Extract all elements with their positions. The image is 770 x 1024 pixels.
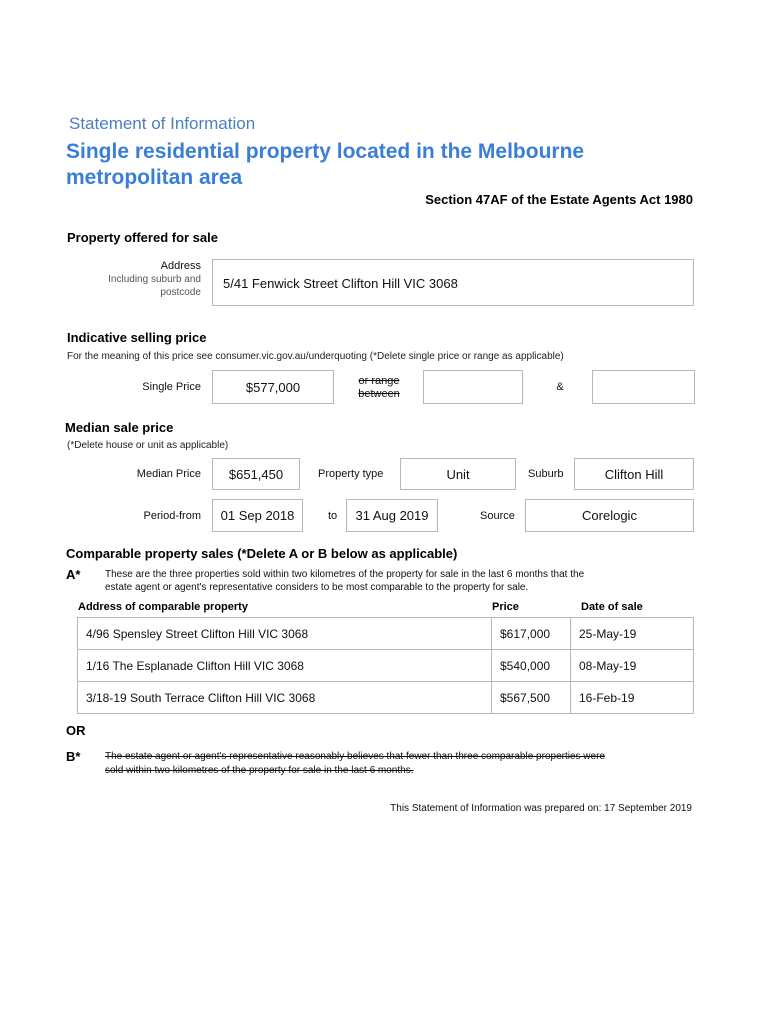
property-type-field[interactable]	[400, 458, 516, 490]
address-field[interactable]	[212, 259, 694, 306]
median-price-label: Median Price	[136, 468, 201, 480]
suburb-field[interactable]	[574, 458, 694, 490]
source-value: Corelogic	[582, 508, 637, 523]
indicative-section-title: Indicative selling price	[67, 330, 207, 345]
document-title-line1: Single residential property located in the Melbourne	[66, 140, 585, 163]
period-from-label: Period-from	[143, 510, 201, 522]
or-separator: OR	[66, 723, 86, 738]
address-hint-line1: Including suburb and	[108, 274, 201, 285]
table-row	[78, 650, 694, 682]
comparable-address-cell[interactable]: 4/96 Spensley Street Clifton Hill VIC 3068	[78, 618, 492, 650]
document-title-line2: metropolitan area	[66, 166, 243, 189]
address-label-group	[80, 260, 201, 299]
median-price-value: $651,450	[228, 466, 284, 482]
range-label	[343, 375, 415, 401]
option-a-text-line1: These are the three properties sold within two kilometres of the property for sale in the last 6 months that the	[105, 569, 585, 580]
column-header-date: Date of sale	[581, 601, 643, 613]
option-a-text-line2: estate agent or agent's representative considers to be most comparable to the property for sale.	[105, 582, 529, 593]
act-reference: Section 47AF of the Estate Agents Act 1980	[425, 192, 693, 207]
comparable-sales-table	[77, 617, 694, 714]
comparable-price-cell[interactable]: $567,500	[492, 682, 571, 714]
option-a-marker: A*	[66, 567, 81, 582]
comparable-price-cell[interactable]: $617,000	[492, 618, 571, 650]
suburb-label: Suburb	[528, 468, 564, 480]
single-price-label: Single Price	[142, 381, 201, 393]
document-eyebrow: Statement of Information	[69, 114, 256, 133]
address-value: 5/41 Fenwick Street Clifton Hill VIC 3068	[223, 276, 458, 291]
period-to-label: to	[328, 510, 338, 522]
indicative-note: For the meaning of this price see consumer.vic.gov.au/underquoting (*Delete single price or range as applicable)	[67, 351, 564, 362]
table-row	[78, 618, 694, 650]
range-label-line2: between	[358, 388, 400, 400]
comparable-date-cell[interactable]: 25-May-19	[571, 618, 694, 650]
property-type-label: Property type	[318, 468, 384, 480]
comparable-date-cell[interactable]: 16-Feb-19	[571, 682, 694, 714]
comparable-date-cell[interactable]: 08-May-19	[571, 650, 694, 682]
comparable-address-cell[interactable]: 1/16 The Esplanade Clifton Hill VIC 3068	[78, 650, 492, 682]
source-field[interactable]	[525, 499, 694, 532]
median-section-title: Median sale price	[65, 420, 174, 435]
comparable-price-cell[interactable]: $540,000	[492, 650, 571, 682]
address-hint-line2: postcode	[160, 287, 201, 298]
address-label: Address	[160, 260, 201, 272]
period-to-field[interactable]	[346, 499, 438, 532]
column-header-address: Address of comparable property	[78, 601, 248, 613]
property-section-title: Property offered for sale	[67, 230, 218, 245]
property-type-value: Unit	[446, 466, 470, 482]
comparable-address-cell[interactable]: 3/18-19 South Terrace Clifton Hill VIC 3068	[78, 682, 492, 714]
range-label-line1: or range	[358, 375, 400, 387]
single-price-value: $577,000	[245, 379, 301, 395]
suburb-value: Clifton Hill	[604, 466, 664, 482]
option-b-marker: B*	[66, 749, 81, 764]
period-from-value: 01 Sep 2018	[220, 508, 295, 523]
period-from-field[interactable]	[212, 499, 303, 532]
range-high-field[interactable]	[592, 370, 695, 404]
median-note: (*Delete house or unit as applicable)	[67, 440, 229, 451]
option-b-text	[105, 750, 605, 778]
source-label: Source	[480, 510, 515, 522]
option-b-text-line1: The estate agent or agent's representative reasonably believes that fewer than three comparable properties were	[105, 751, 605, 762]
range-low-field[interactable]	[423, 370, 523, 404]
single-price-field[interactable]	[212, 370, 334, 404]
comparable-section-title: Comparable property sales (*Delete A or B below as applicable)	[66, 546, 458, 561]
option-a-text	[105, 568, 584, 594]
prepared-date-note: This Statement of Information was prepared on: 17 September 2019	[390, 803, 692, 814]
range-and-label: &	[556, 381, 564, 393]
option-b-text-line2: sold within two kilometres of the property for sale in the last 6 months.	[105, 765, 414, 776]
table-row	[78, 682, 694, 714]
period-to-value: 31 Aug 2019	[355, 508, 429, 523]
median-price-field[interactable]	[212, 458, 300, 490]
column-header-price: Price	[492, 601, 519, 613]
